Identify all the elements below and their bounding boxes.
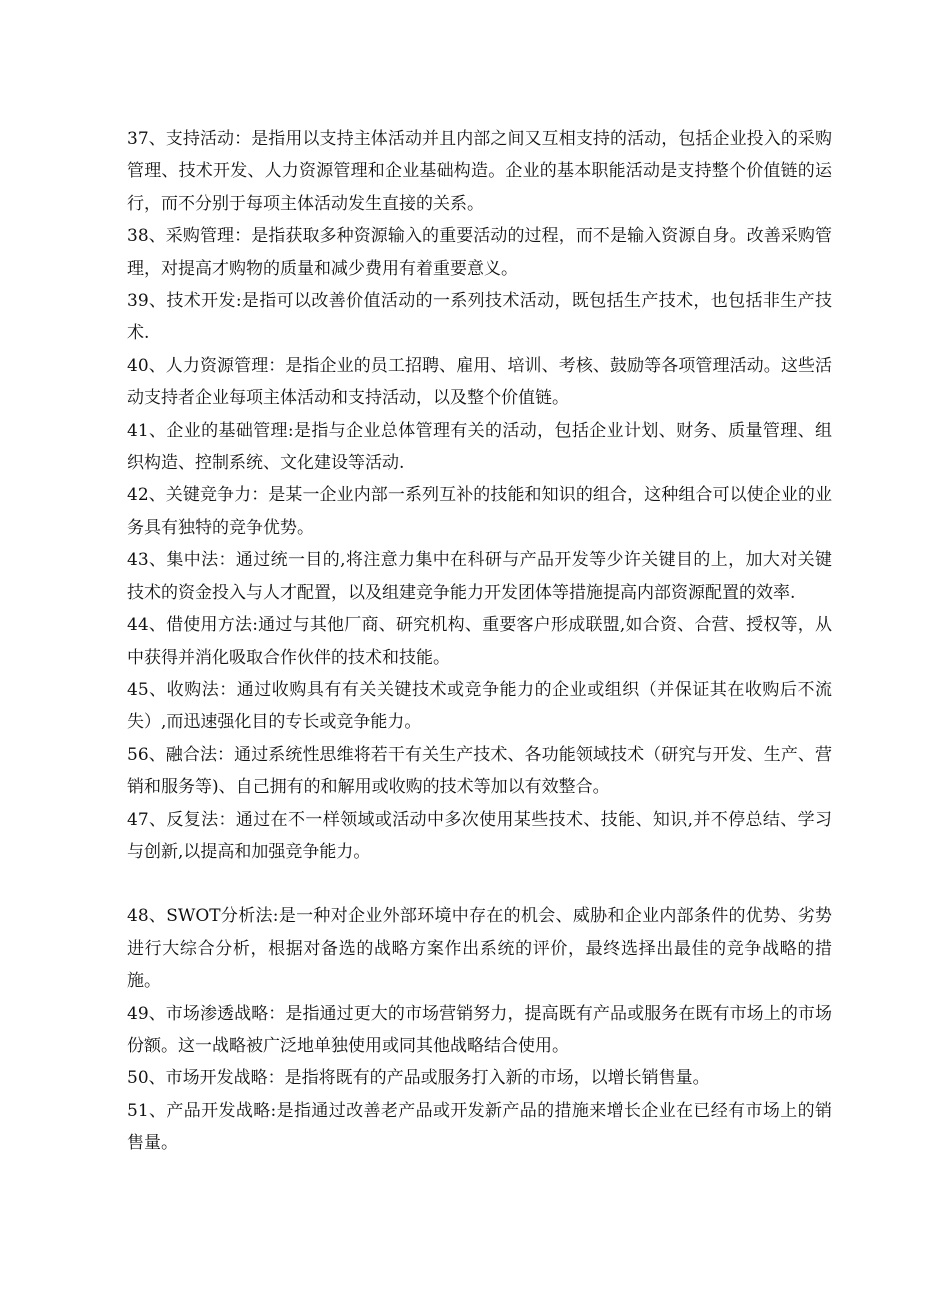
paragraph-48: 48、SWOT分析法:是一种对企业外部环境中存在的机会、威胁和企业内部条件的优势、劣势进行大综合分析，根据对备选的战略方案作出系统的评价，最终选择出最佳的竞争战略的措施。 <box>127 906 832 992</box>
paragraph-37: 37、支持活动：是指用以支持主体活动并且内部之间又互相支持的活动，包括企业投入的采购管理、技术开发、人力资源管理和企业基础构造。企业的基本职能活动是支持整个价值链的运行，而不分别于每项主体活动发生直接的关系。 <box>127 129 832 214</box>
paragraph-49: 49、市场渗透战略：是指通过更大的市场营销努力，提高既有产品或服务在既有市场上的市场份额。这一战略被广泛地单独使用或同其他战略结合使用。 <box>127 1003 832 1056</box>
paragraph-47: 47、反复法：通过在不一样领域或活动中多次使用某些技术、技能、知识,并不停总结、学习与创新,以提高和加强竞争能力。 <box>127 809 832 862</box>
paragraph-51: 51、产品开发战略:是指通过改善老产品或开发新产品的措施来增长企业在已经有市场上的销售量。 <box>127 1100 832 1154</box>
paragraph-38: 38、采购管理：是指获取多种资源输入的重要活动的过程，而不是输入资源自身。改善采购管理，对提高才购物的质量和减少费用有着重要意义。 <box>127 226 832 279</box>
paragraph-44: 44、借使用方法:通过与其他厂商、研究机构、重要客户形成联盟,如合资、合营、授权等，从中获得并消化吸取合作伙伴的技术和技能。 <box>127 615 832 668</box>
paragraph-42: 42、关键竞争力：是某一企业内部一系列互补的技能和知识的组合，这种组合可以使企业的业务具有独特的竞争优势。 <box>127 485 832 538</box>
paragraph-41: 41、企业的基础管理:是指与企业总体管理有关的活动，包括企业计划、财务、质量管理、组织构造、控制系统、文化建设等活动. <box>127 420 832 474</box>
paragraph-56: 56、融合法：通过系统性思维将若干有关生产技术、各功能领域技术（研究与开发、生产、营销和服务等)、自己拥有的和解用或收购的技术等加以有效整合。 <box>127 744 832 798</box>
paragraph-40: 40、人力资源管理：是指企业的员工招聘、雇用、培训、考核、鼓励等各项管理活动。这些活动支持者企业每项主体活动和支持活动，以及整个价值链。 <box>127 355 832 409</box>
paragraph-45: 45、收购法：通过收购具有有关关键技术或竞争能力的企业或组织（并保证其在收购后不流失）,而迅速强化目的专长或竞争能力。 <box>127 679 832 733</box>
document-page <box>127 123 832 1160</box>
blank-line <box>127 868 832 900</box>
paragraph-43: 43、集中法：通过统一目的,将注意力集中在科研与产品开发等少许关键目的上，加大对关键技术的资金投入与人才配置，以及组建竞争能力开发团体等措施提高内部资源配置的效率. <box>127 550 832 603</box>
paragraph-39: 39、技术开发:是指可以改善价值活动的一系列技术活动，既包括生产技术，也包括非生产技术. <box>127 291 832 344</box>
paragraph-50: 50、市场开发战略：是指将既有的产品或服务打入新的市场，以增长销售量。 <box>127 1068 710 1089</box>
